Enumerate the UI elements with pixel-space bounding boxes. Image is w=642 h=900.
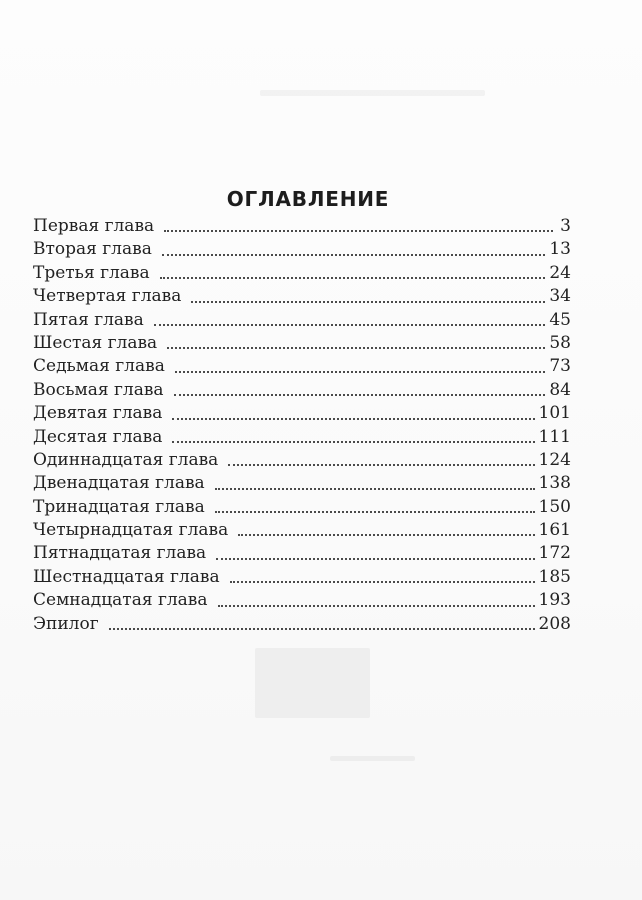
dot-leader xyxy=(228,464,534,466)
page-number: 84 xyxy=(549,379,571,400)
page-title: ОГЛАВЛЕНИЕ xyxy=(226,187,390,212)
toc-entry xyxy=(33,332,571,355)
page-number: 24 xyxy=(549,262,571,283)
toc-entry xyxy=(33,566,571,589)
dot-leader xyxy=(230,581,535,583)
dot-leader xyxy=(164,230,553,232)
chapter-title: Четвертая глава xyxy=(33,286,182,307)
dot-leader xyxy=(216,558,534,560)
page-number: 111 xyxy=(538,426,571,447)
chapter-title: Двенадцатая глава xyxy=(33,473,205,494)
dot-leader xyxy=(175,371,546,373)
page-number: 45 xyxy=(549,309,571,330)
toc-entry xyxy=(33,426,571,449)
toc-entry xyxy=(33,215,571,238)
toc-entry xyxy=(33,238,571,261)
page-number: 138 xyxy=(538,473,571,494)
chapter-title: Тринадцатая глава xyxy=(33,496,205,517)
chapter-title: Шестая глава xyxy=(33,332,158,353)
page-number: 124 xyxy=(538,449,571,470)
chapter-title: Вторая глава xyxy=(33,239,152,260)
dot-leader xyxy=(191,301,545,303)
chapter-title: Пятая глава xyxy=(33,309,144,330)
dot-leader xyxy=(172,418,534,420)
chapter-title: Седьмая глава xyxy=(33,356,165,377)
page-number: 150 xyxy=(538,496,571,517)
chapter-title: Третья глава xyxy=(33,262,150,283)
toc-entry xyxy=(33,379,571,402)
dot-leader xyxy=(167,347,545,349)
chapter-title: Десятая глава xyxy=(33,426,163,447)
dot-leader xyxy=(215,511,535,513)
page-number: 34 xyxy=(549,286,571,307)
chapter-title: Первая глава xyxy=(33,215,155,236)
page-number: 101 xyxy=(538,403,571,424)
chapter-title: Семнадцатая глава xyxy=(33,590,208,611)
toc-entry xyxy=(33,449,571,472)
page-number: 161 xyxy=(538,520,571,541)
chapter-title: Шестнадцатая глава xyxy=(33,566,220,587)
page-number: 185 xyxy=(538,566,571,587)
dot-leader xyxy=(160,277,546,279)
bleed-through-mark xyxy=(330,756,415,761)
dot-leader xyxy=(238,534,534,536)
page-number: 58 xyxy=(549,332,571,353)
page-number: 73 xyxy=(549,356,571,377)
toc-entry xyxy=(33,589,571,612)
dot-leader xyxy=(162,254,546,256)
dot-leader xyxy=(172,441,534,443)
dot-leader xyxy=(154,324,546,326)
toc-entry xyxy=(33,542,571,565)
toc-entry xyxy=(33,519,571,542)
toc-entry xyxy=(33,355,571,378)
toc-entry xyxy=(33,285,571,308)
bleed-through-mark xyxy=(255,648,370,718)
chapter-title: Восьмая глава xyxy=(33,379,164,400)
toc-entry xyxy=(33,402,571,425)
toc-entry xyxy=(33,472,571,495)
page-number: 208 xyxy=(538,613,571,634)
dot-leader xyxy=(109,628,535,630)
toc-entry xyxy=(33,613,571,636)
dot-leader xyxy=(218,605,535,607)
chapter-title: Эпилог xyxy=(33,613,99,634)
toc-entry xyxy=(33,496,571,519)
toc-entry xyxy=(33,309,571,332)
toc-entry xyxy=(33,262,571,285)
dot-leader xyxy=(215,488,535,490)
page-number: 172 xyxy=(538,543,571,564)
bleed-through-mark xyxy=(260,90,485,96)
chapter-title: Пятнадцатая глава xyxy=(33,543,207,564)
chapter-title: Девятая глава xyxy=(33,403,163,424)
chapter-title: Одиннадцатая глава xyxy=(33,449,219,470)
dot-leader xyxy=(174,394,546,396)
table-of-contents xyxy=(33,215,571,636)
chapter-title: Четырнадцатая глава xyxy=(33,520,229,541)
page-number: 193 xyxy=(538,590,571,611)
page-number: 13 xyxy=(549,239,571,260)
page-number: 3 xyxy=(560,215,571,236)
